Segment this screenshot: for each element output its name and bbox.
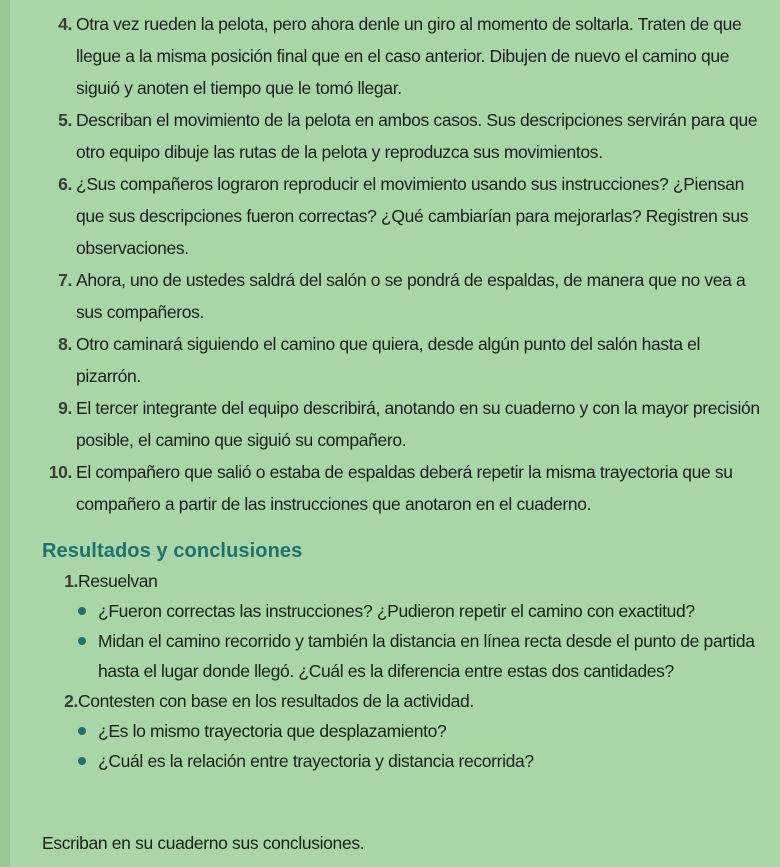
bullet-text: ¿Cuál es la relación entre trayectoria y distancia recorrida? bbox=[98, 751, 534, 771]
step-text: El tercer integrante del equipo describirá, anotando en su cuaderno y con la mayor precisión posible, el camino que siguió su compañero. bbox=[76, 398, 760, 450]
results-item bbox=[42, 686, 767, 776]
step-number: 5. bbox=[58, 110, 72, 130]
document-page bbox=[42, 8, 767, 776]
closing-instruction: Escriban en su cuaderno sus conclusiones. bbox=[42, 833, 365, 853]
bullet-text: ¿Fueron correctas las instrucciones? ¿Pudieron repetir el camino con exactitud? bbox=[98, 601, 695, 621]
results-list bbox=[42, 566, 767, 776]
step-number: 8. bbox=[58, 334, 72, 354]
page-edge-strip bbox=[0, 0, 10, 867]
procedure-steps bbox=[42, 8, 767, 520]
bullet-item bbox=[98, 626, 767, 686]
step-number: 10. bbox=[48, 462, 72, 482]
step-number: 4. bbox=[58, 14, 72, 34]
step-item bbox=[42, 264, 767, 328]
step-item bbox=[42, 456, 767, 520]
bullet-text: Midan el camino recorrido y también la distancia en línea recta desde el punto de partida hasta el lugar donde llegó. ¿Cuál es la diferencia entre estas dos cantidades? bbox=[98, 631, 755, 681]
bullet-text: ¿Es lo mismo trayectoria que desplazamiento? bbox=[98, 721, 447, 741]
results-bullets bbox=[98, 716, 767, 776]
step-text: Otro caminará siguiendo el camino que quiera, desde algún punto del salón hasta el pizarrón. bbox=[76, 334, 701, 386]
step-text: Otra vez rueden la pelota, pero ahora denle un giro al momento de soltarla. Traten de que llegue a la misma posición final que en el caso anterior. Dibujen de nuevo el camino que siguió y anoten el tiempo que le tomó llegar. bbox=[76, 14, 742, 98]
step-text: Describan el movimiento de la pelota en ambos casos. Sus descripciones servirán para que otro equipo dibuje las rutas de la pelota y reproduzca sus movimientos. bbox=[76, 110, 758, 162]
step-item bbox=[42, 392, 767, 456]
results-bullets bbox=[98, 596, 767, 686]
bullet-dot-icon bbox=[78, 757, 86, 765]
bullet-dot-icon bbox=[78, 727, 86, 735]
step-text: El compañero que salió o estaba de espaldas deberá repetir la misma trayectoria que su compañero a partir de las instrucciones que anotaron en el cuaderno. bbox=[76, 462, 733, 514]
bullet-dot-icon bbox=[78, 637, 86, 645]
step-number: 9. bbox=[58, 398, 72, 418]
bullet-item bbox=[98, 596, 767, 626]
step-item bbox=[42, 8, 767, 104]
step-number: 7. bbox=[58, 270, 72, 290]
results-item-number: 1. bbox=[64, 571, 78, 591]
results-item bbox=[42, 566, 767, 686]
results-heading: Resultados y conclusiones bbox=[42, 540, 303, 562]
step-text: Ahora, uno de ustedes saldrá del salón o se pondrá de espaldas, de manera que no vea a sus compañeros. bbox=[76, 270, 746, 322]
results-item-lead: Contesten con base en los resultados de la actividad. bbox=[78, 691, 474, 711]
bullet-dot-icon bbox=[78, 607, 86, 615]
step-item bbox=[42, 168, 767, 264]
results-item-number: 2. bbox=[64, 691, 78, 711]
step-number: 6. bbox=[58, 174, 72, 194]
results-item-lead: Resuelvan bbox=[78, 571, 158, 591]
bullet-item bbox=[98, 746, 767, 776]
step-item bbox=[42, 328, 767, 392]
step-item bbox=[42, 104, 767, 168]
step-text: ¿Sus compañeros lograron reproducir el movimiento usando sus instrucciones? ¿Piensan que sus descripciones fueron correctas? ¿Qué cambiarían para mejorarlas? Registren sus observaciones. bbox=[76, 174, 749, 258]
bullet-item bbox=[98, 716, 767, 746]
